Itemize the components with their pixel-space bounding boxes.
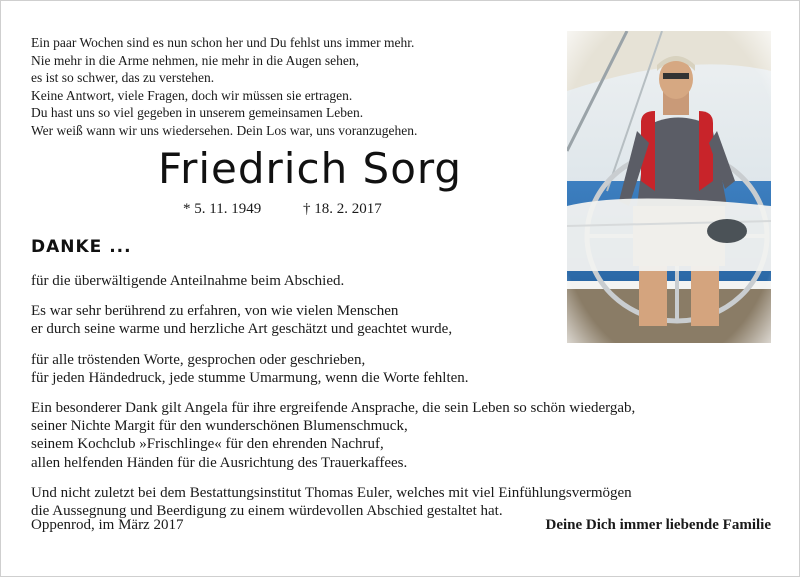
poem-line: Wer weiß wann wir uns wiedersehen. Dein Los war, uns voranzugehen. <box>31 122 418 138</box>
deceased-name: Friedrich Sorg <box>158 144 463 193</box>
text-line: Es war sehr berührend zu erfahren, von wie vielen Menschen <box>31 303 399 320</box>
place-date: Oppenrod, im März 2017 <box>31 517 184 533</box>
signature: Deine Dich immer liebende Familie <box>545 517 771 533</box>
text-line: er durch seine warme und herzliche Art geschätzt und geachtet wurde, <box>31 321 453 338</box>
birth-date: * 5. 11. 1949 <box>183 201 262 217</box>
paragraph <box>31 399 771 472</box>
life-dates <box>183 201 382 218</box>
poem-line: Keine Antwort, viele Fragen, doch wir müssen sie ertragen. <box>31 87 353 103</box>
text-line: für alle tröstenden Worte, gesprochen oder geschrieben, <box>31 351 366 368</box>
poem-line: Du hast uns so viel gegeben in unserem gemeinsamen Leben. <box>31 105 364 120</box>
poem-line: es ist so schwer, das zu verstehen. <box>31 70 215 85</box>
paragraph <box>31 484 771 520</box>
text-line: Ein besonderer Dank gilt Angela für ihre ergreifende Ansprache, die sein Leben so schön wiedergab, <box>31 400 636 417</box>
portrait-photo <box>567 31 771 343</box>
text-line: für jeden Händedruck, jede stumme Umarmung, wenn die Worte fehlten. <box>31 369 469 386</box>
text-line: allen helfenden Händen für die Ausrichtung des Trauerkaffees. <box>31 454 408 471</box>
text-line: die Aussegnung und Beerdigung zu einem würdevollen Abschied gestaltet hat. <box>31 503 503 520</box>
poem-line: Nie mehr in die Arme nehmen, nie mehr in die Augen sehen, <box>31 52 360 68</box>
poem <box>31 34 551 139</box>
death-date: † 18. 2. 2017 <box>302 201 382 217</box>
text-line: seiner Nichte Margit für den wunderschönen Blumenschmuck, <box>31 418 408 435</box>
poem-line: Ein paar Wochen sind es nun schon her und Du fehlst uns immer mehr. <box>31 35 415 50</box>
text-line: Und nicht zuletzt bei dem Bestattungsinstitut Thomas Euler, welches mit viel Einfühlungsvermögen <box>31 484 632 501</box>
text-line: seinem Kochclub »Frischlinge« für den ehrenden Nachruf, <box>31 436 384 453</box>
text-line: für die überwältigende Anteilnahme beim Abschied. <box>31 273 345 289</box>
thanks-heading: DANKE ... <box>31 237 132 257</box>
paragraph <box>31 351 771 387</box>
